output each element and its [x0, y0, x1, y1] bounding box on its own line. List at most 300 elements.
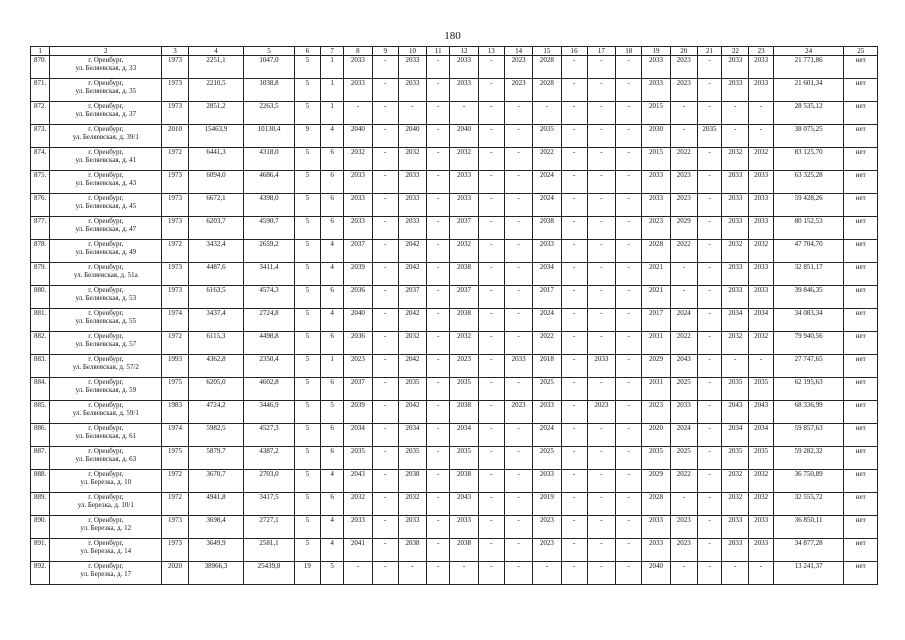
cell-col-18: - [616, 125, 642, 148]
cell-col-7: 1 [321, 102, 344, 125]
column-header-10: 10 [398, 47, 426, 56]
cell-col-25: нет [844, 562, 878, 585]
address-city: г. Оренбург, [88, 539, 124, 547]
cell-col-19: 2017 [642, 309, 670, 332]
address-city: г. Оренбург, [88, 355, 124, 363]
cell-col-17: - [587, 217, 615, 240]
address-street: ул. Беляевская, д. 59 [75, 386, 137, 394]
cell-col-20: - [670, 493, 697, 516]
cell-col-22: 2032 [722, 493, 749, 516]
cell-col-23: 2032 [749, 240, 773, 263]
row-number: 883. [31, 355, 50, 378]
cell-col-4: 6115,3 [188, 332, 244, 355]
cell-col-5: 10130,4 [244, 125, 295, 148]
cell-col-8: 2043 [344, 470, 372, 493]
table-row [31, 516, 878, 539]
table-row [31, 493, 878, 516]
cell-col-6: 5 [294, 217, 320, 240]
cell-col-4: 38966,3 [188, 562, 244, 585]
address-street: ул. Беляевская, д. 59/1 [72, 409, 139, 417]
address-street: ул. Беляевская, д. 41 [75, 156, 137, 164]
column-header-25: 25 [844, 47, 878, 56]
cell-col-23: - [749, 355, 773, 378]
cell-col-22: - [722, 562, 749, 585]
cell-col-16: - [561, 447, 587, 470]
address-street: ул. Березка, д. 17 [80, 570, 132, 578]
cell-col-10: 2038 [398, 470, 426, 493]
cell-col-23: 2032 [749, 470, 773, 493]
cell-col-4: 6672,1 [188, 194, 244, 217]
cell-col-7: 5 [321, 401, 344, 424]
cell-col-21: - [697, 493, 721, 516]
cell-col-16: - [561, 240, 587, 263]
cell-col-6: 5 [294, 378, 320, 401]
column-header-3: 3 [162, 47, 188, 56]
cell-col-20: 2029 [670, 217, 697, 240]
cell-col-15: 2017 [533, 286, 561, 309]
cell-col-15: 2019 [533, 493, 561, 516]
cell-col-13: - [478, 470, 504, 493]
cell-col-21: - [697, 217, 721, 240]
cell-col-17: 2023 [587, 401, 615, 424]
cell-col-20: - [670, 562, 697, 585]
address-street: ул. Беляевская, д. 37 [75, 110, 137, 118]
address-cell [50, 240, 162, 263]
cell-col-3: 1973 [162, 539, 188, 562]
cell-col-20: 2024 [670, 424, 697, 447]
cell-col-7: 6 [321, 447, 344, 470]
cell-col-23: 2034 [749, 309, 773, 332]
cell-col-24: 59 857,63 [773, 424, 844, 447]
cell-col-5: 1047,0 [244, 56, 295, 79]
cell-col-15: 2022 [533, 332, 561, 355]
cell-col-21: - [697, 539, 721, 562]
cell-col-14: - [504, 240, 532, 263]
cell-col-3: 1973 [162, 516, 188, 539]
cell-col-12: 2040 [450, 125, 478, 148]
cell-col-11: - [427, 493, 450, 516]
cell-col-22: 2033 [722, 286, 749, 309]
cell-col-6: 5 [294, 240, 320, 263]
cell-col-4: 2251,1 [188, 56, 244, 79]
cell-col-18: - [616, 447, 642, 470]
cell-col-22: 2035 [722, 378, 749, 401]
cell-col-16: - [561, 470, 587, 493]
cell-col-5: 2263,5 [244, 102, 295, 125]
cell-col-6: 5 [294, 470, 320, 493]
table-row [31, 217, 878, 240]
cell-col-20: 2025 [670, 447, 697, 470]
cell-col-13: - [478, 447, 504, 470]
cell-col-22: 2033 [722, 79, 749, 102]
cell-col-17: - [587, 424, 615, 447]
cell-col-10: 2042 [398, 401, 426, 424]
cell-col-15: 2024 [533, 424, 561, 447]
address-street: ул. Беляевская, д. 33 [75, 64, 137, 72]
cell-col-13: - [478, 217, 504, 240]
table-row [31, 171, 878, 194]
cell-col-20: - [670, 263, 697, 286]
cell-col-19: 2015 [642, 102, 670, 125]
cell-col-13: - [478, 240, 504, 263]
cell-col-25: нет [844, 263, 878, 286]
address-cell [50, 401, 162, 424]
cell-col-8: 2039 [344, 263, 372, 286]
cell-col-8: 2035 [344, 447, 372, 470]
column-header-16: 16 [561, 47, 587, 56]
cell-col-5: 2724,8 [244, 309, 295, 332]
cell-col-3: 1975 [162, 378, 188, 401]
cell-col-3: 1972 [162, 493, 188, 516]
cell-col-7: 6 [321, 286, 344, 309]
page-number: 180 [444, 30, 461, 42]
cell-col-13: - [478, 286, 504, 309]
cell-col-4: 6203,7 [188, 217, 244, 240]
cell-col-14: - [504, 470, 532, 493]
cell-col-6: 5 [294, 309, 320, 332]
cell-col-6: 5 [294, 332, 320, 355]
cell-col-24: 21 771,86 [773, 56, 844, 79]
cell-col-14: 2023 [504, 79, 532, 102]
cell-col-11: - [427, 332, 450, 355]
address-city: г. Оренбург, [88, 424, 124, 432]
cell-col-13: - [478, 263, 504, 286]
address-city: г. Оренбург, [88, 562, 124, 570]
cell-col-25: нет [844, 194, 878, 217]
cell-col-7: 6 [321, 493, 344, 516]
cell-col-20: - [670, 286, 697, 309]
address-city: г. Оренбург, [88, 470, 124, 478]
cell-col-21: - [697, 378, 721, 401]
cell-col-4: 6094,0 [188, 171, 244, 194]
cell-col-10: 2040 [398, 125, 426, 148]
cell-col-11: - [427, 470, 450, 493]
cell-col-25: нет [844, 171, 878, 194]
cell-col-12: - [450, 562, 478, 585]
column-header-4: 4 [188, 47, 244, 56]
cell-col-16: - [561, 378, 587, 401]
cell-col-4: 4487,6 [188, 263, 244, 286]
cell-col-25: нет [844, 401, 878, 424]
cell-col-8: 2033 [344, 171, 372, 194]
cell-col-19: 2031 [642, 332, 670, 355]
table-row [31, 378, 878, 401]
cell-col-23: 2033 [749, 263, 773, 286]
cell-col-9: - [372, 447, 398, 470]
cell-col-22: 2033 [722, 56, 749, 79]
cell-col-11: - [427, 447, 450, 470]
cell-col-25: нет [844, 516, 878, 539]
cell-col-4: 3437,4 [188, 309, 244, 332]
row-number: 881. [31, 309, 50, 332]
cell-col-25: нет [844, 148, 878, 171]
address-city: г. Оренбург, [88, 447, 124, 455]
cell-col-5: 4602,8 [244, 378, 295, 401]
cell-col-13: - [478, 355, 504, 378]
cell-col-15: 2024 [533, 309, 561, 332]
cell-col-20: 2022 [670, 148, 697, 171]
address-city: г. Оренбург, [88, 378, 124, 386]
cell-col-4: 3698,4 [188, 516, 244, 539]
cell-col-9: - [372, 148, 398, 171]
cell-col-21: - [697, 171, 721, 194]
cell-col-6: 5 [294, 539, 320, 562]
cell-col-12: 2032 [450, 240, 478, 263]
cell-col-21: - [697, 286, 721, 309]
cell-col-18: - [616, 516, 642, 539]
cell-col-20: 2023 [670, 79, 697, 102]
address-street: ул. Березка, д. 10 [80, 478, 132, 486]
cell-col-15: 2023 [533, 539, 561, 562]
cell-col-7: 4 [321, 470, 344, 493]
cell-col-4: 3670,7 [188, 470, 244, 493]
cell-col-25: нет [844, 424, 878, 447]
cell-col-24: 62 195,63 [773, 378, 844, 401]
table-row [31, 263, 878, 286]
cell-col-4: 3649,9 [188, 539, 244, 562]
cell-col-4: 4362,8 [188, 355, 244, 378]
column-header-8: 8 [344, 47, 372, 56]
address-street: ул. Беляевская, д. 35 [75, 87, 137, 95]
cell-col-19: 2023 [642, 401, 670, 424]
cell-col-7: 6 [321, 194, 344, 217]
cell-col-7: 4 [321, 309, 344, 332]
cell-col-8: 2036 [344, 332, 372, 355]
cell-col-16: - [561, 194, 587, 217]
table-row [31, 56, 878, 79]
cell-col-25: нет [844, 332, 878, 355]
cell-col-11: - [427, 286, 450, 309]
column-header-15: 15 [533, 47, 561, 56]
cell-col-18: - [616, 470, 642, 493]
cell-col-3: 1972 [162, 148, 188, 171]
column-header-17: 17 [587, 47, 615, 56]
cell-col-5: 3446,9 [244, 401, 295, 424]
cell-col-23: 2033 [749, 194, 773, 217]
address-cell [50, 194, 162, 217]
cell-col-4: 3432,4 [188, 240, 244, 263]
cell-col-21: - [697, 516, 721, 539]
cell-col-16: - [561, 332, 587, 355]
cell-col-13: - [478, 125, 504, 148]
row-number: 879. [31, 263, 50, 286]
cell-col-5: 1038,8 [244, 79, 295, 102]
cell-col-20: 2023 [670, 171, 697, 194]
table-row [31, 309, 878, 332]
cell-col-9: - [372, 562, 398, 585]
cell-col-12: 2023 [450, 355, 478, 378]
cell-col-18: - [616, 332, 642, 355]
cell-col-25: нет [844, 539, 878, 562]
cell-col-21: - [697, 194, 721, 217]
row-number: 878. [31, 240, 50, 263]
cell-col-18: - [616, 378, 642, 401]
cell-col-23: 2034 [749, 424, 773, 447]
column-header-23: 23 [749, 47, 773, 56]
cell-col-8: 2033 [344, 56, 372, 79]
cell-col-5: 4398,0 [244, 194, 295, 217]
cell-col-25: нет [844, 493, 878, 516]
cell-col-24: 47 704,70 [773, 240, 844, 263]
address-city: г. Оренбург, [88, 401, 124, 409]
cell-col-11: - [427, 79, 450, 102]
cell-col-23: 2033 [749, 56, 773, 79]
cell-col-9: - [372, 470, 398, 493]
cell-col-16: - [561, 148, 587, 171]
cell-col-4: 15463,9 [188, 125, 244, 148]
cell-col-20: 2024 [670, 309, 697, 332]
cell-col-19: 2033 [642, 171, 670, 194]
cell-col-14: 2023 [504, 56, 532, 79]
cell-col-14: - [504, 125, 532, 148]
cell-col-21: - [697, 79, 721, 102]
cell-col-12: 2033 [450, 194, 478, 217]
cell-col-10: 2035 [398, 447, 426, 470]
cell-col-8: 2040 [344, 309, 372, 332]
register-table [30, 46, 878, 585]
cell-col-9: - [372, 56, 398, 79]
cell-col-8: 2034 [344, 424, 372, 447]
cell-col-10: 2032 [398, 493, 426, 516]
cell-col-17: - [587, 539, 615, 562]
column-header-7: 7 [321, 47, 344, 56]
cell-col-13: - [478, 562, 504, 585]
cell-col-16: - [561, 539, 587, 562]
cell-col-21: - [697, 148, 721, 171]
cell-col-17: - [587, 332, 615, 355]
cell-col-21: - [697, 447, 721, 470]
cell-col-17: - [587, 79, 615, 102]
address-cell [50, 125, 162, 148]
cell-col-13: - [478, 102, 504, 125]
address-cell [50, 355, 162, 378]
cell-col-4: 6441,3 [188, 148, 244, 171]
cell-col-14: - [504, 194, 532, 217]
cell-col-25: нет [844, 79, 878, 102]
cell-col-16: - [561, 562, 587, 585]
cell-col-21: - [697, 102, 721, 125]
row-number: 892. [31, 562, 50, 585]
cell-col-9: - [372, 286, 398, 309]
cell-col-12: 2037 [450, 286, 478, 309]
cell-col-11: - [427, 125, 450, 148]
cell-col-11: - [427, 263, 450, 286]
cell-col-22: 2032 [722, 240, 749, 263]
cell-col-14: - [504, 148, 532, 171]
address-cell [50, 148, 162, 171]
cell-col-23: 2032 [749, 332, 773, 355]
address-city: г. Оренбург, [88, 240, 124, 248]
address-street: ул. Беляевская, д. 53 [75, 294, 137, 302]
cell-col-6: 5 [294, 401, 320, 424]
cell-col-8: 2039 [344, 401, 372, 424]
cell-col-4: 6163,5 [188, 286, 244, 309]
cell-col-3: 2010 [162, 125, 188, 148]
cell-col-20: 2023 [670, 56, 697, 79]
cell-col-13: - [478, 79, 504, 102]
cell-col-15: 2033 [533, 240, 561, 263]
cell-col-9: - [372, 217, 398, 240]
row-number: 873. [31, 125, 50, 148]
cell-col-9: - [372, 424, 398, 447]
cell-col-20: 2022 [670, 240, 697, 263]
column-header-11: 11 [427, 47, 450, 56]
cell-col-12: 2035 [450, 447, 478, 470]
cell-col-17: - [587, 263, 615, 286]
cell-col-6: 5 [294, 102, 320, 125]
cell-col-20: 2043 [670, 355, 697, 378]
cell-col-9: - [372, 125, 398, 148]
cell-col-9: - [372, 240, 398, 263]
cell-col-21: 2035 [697, 125, 721, 148]
cell-col-5: 4574,3 [244, 286, 295, 309]
cell-col-4: 5879,7 [188, 447, 244, 470]
cell-col-7: 1 [321, 79, 344, 102]
cell-col-16: - [561, 102, 587, 125]
table-row [31, 102, 878, 125]
cell-col-17: - [587, 447, 615, 470]
cell-col-15: 2022 [533, 148, 561, 171]
address-cell [50, 56, 162, 79]
column-header-5: 5 [244, 47, 295, 56]
cell-col-22: 2032 [722, 148, 749, 171]
address-city: г. Оренбург, [88, 516, 124, 524]
cell-col-22: - [722, 355, 749, 378]
address-street: ул. Беляевская, д. 47 [75, 225, 137, 233]
cell-col-8: 2040 [344, 125, 372, 148]
cell-col-14: 2023 [504, 401, 532, 424]
column-header-6: 6 [294, 47, 320, 56]
cell-col-19: 2035 [642, 447, 670, 470]
cell-col-15: 2033 [533, 401, 561, 424]
cell-col-5: 2581,1 [244, 539, 295, 562]
cell-col-8: 2032 [344, 148, 372, 171]
cell-col-17: - [587, 516, 615, 539]
cell-col-6: 5 [294, 286, 320, 309]
cell-col-18: - [616, 263, 642, 286]
cell-col-11: - [427, 240, 450, 263]
cell-col-15: 2025 [533, 378, 561, 401]
address-cell [50, 516, 162, 539]
cell-col-23: 2035 [749, 378, 773, 401]
cell-col-23: 2033 [749, 171, 773, 194]
cell-col-19: 2015 [642, 148, 670, 171]
row-number: 870. [31, 56, 50, 79]
cell-col-7: 6 [321, 378, 344, 401]
address-city: г. Оренбург, [88, 171, 124, 179]
cell-col-19: 2029 [642, 470, 670, 493]
table-row [31, 539, 878, 562]
cell-col-22: 2035 [722, 447, 749, 470]
cell-col-13: - [478, 401, 504, 424]
row-number: 874. [31, 148, 50, 171]
address-street: ул. Беляевская, д. 49 [75, 248, 137, 256]
cell-col-21: - [697, 401, 721, 424]
column-header-12: 12 [450, 47, 478, 56]
address-street: ул. Беляевская, д. 39/1 [72, 133, 139, 141]
cell-col-15: 2028 [533, 56, 561, 79]
table-row [31, 447, 878, 470]
cell-col-6: 5 [294, 148, 320, 171]
cell-col-14: - [504, 516, 532, 539]
cell-col-5: 25439,8 [244, 562, 295, 585]
address-street: ул. Беляевская, д. 61 [75, 432, 137, 440]
address-cell [50, 332, 162, 355]
cell-col-14: - [504, 447, 532, 470]
address-cell [50, 217, 162, 240]
column-header-22: 22 [722, 47, 749, 56]
cell-col-10: 2032 [398, 148, 426, 171]
